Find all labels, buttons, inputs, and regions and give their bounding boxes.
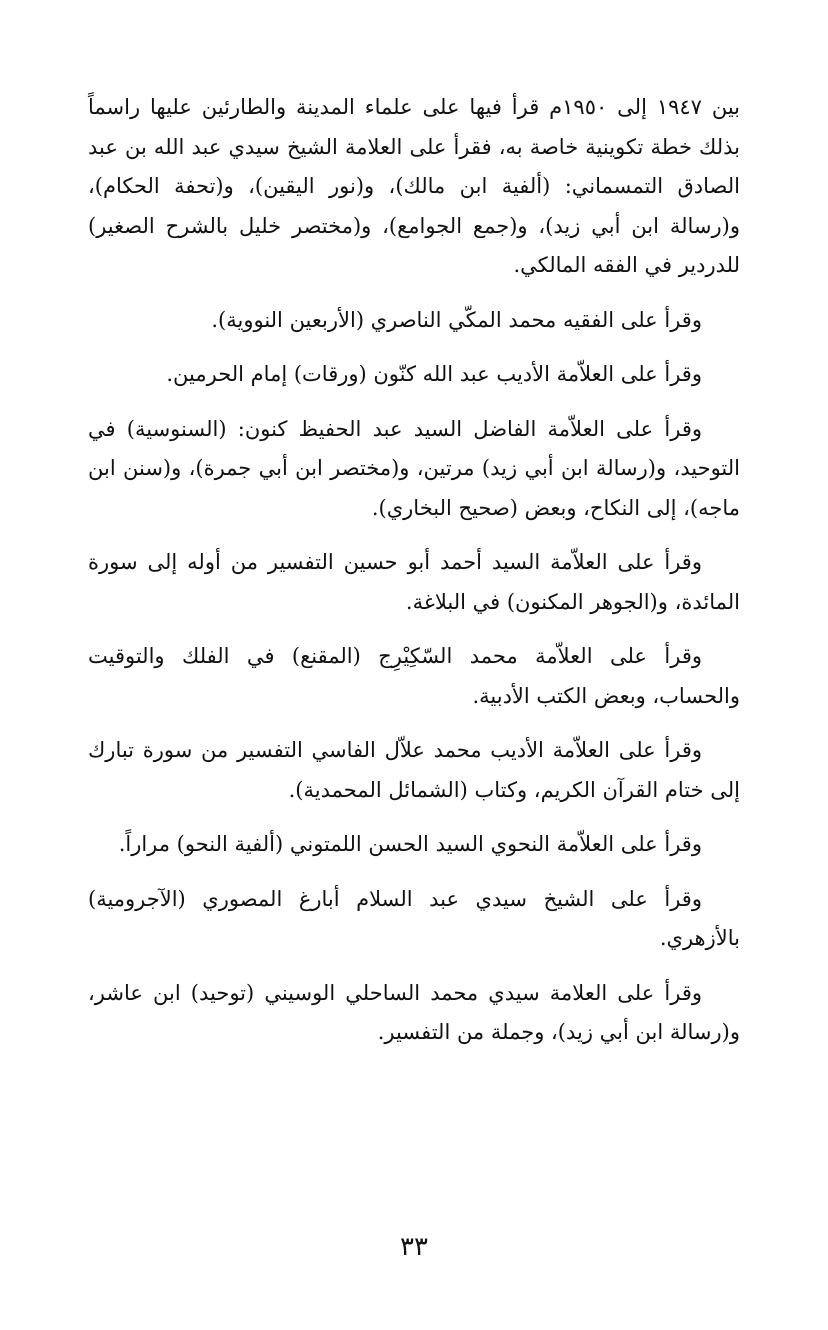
paragraph-sahili: وقرأ على العلامة سيدي محمد الساحلي الوسيني (توحيد) ابن عاشر، و(رسالة ابن أبي زيد)، وجملة من التفسير. (88, 980, 740, 1044)
paragraph-makki-nasiri: وقرأ على الفقيه محمد المكّي الناصري (الأربعين النووية). (211, 307, 702, 332)
paragraph-skirej: وقرأ على العلاّمة محمد السّكِيْرِج (المقنع) في الفلك والتوقيت والحساب، وبعض الكتب الأدبية. (88, 644, 740, 708)
page-number: ٣٣ (400, 1232, 428, 1262)
paragraph-abu-hussein: وقرأ على العلاّمة السيد أحمد أبو حسين التفسير من أوله إلى سورة المائدة، و(الجوهر المكنون) في البلاغة. (88, 550, 740, 614)
paragraph-lamtouni: وقرأ على العلاّمة النحوي السيد الحسن اللمتوني (ألفية النحو) مراراً. (118, 832, 702, 856)
paragraph-allal-fassi: وقرأ على العلاّمة الأديب محمد علاّل الفاسي التفسير من سورة تبارك إلى ختام القرآن الكريم، وكتاب (الشمائل المحمدية). (88, 738, 740, 802)
paragraph-kannun: وقرأ على العلاّمة الأديب عبد الله كنّون (ورقات) إمام الحرمين. (166, 362, 702, 386)
paragraph-opening: بين ١٩٤٧ إلى ١٩٥٠م قرأ فيها على علماء المدينة والطارئين عليها راسماً بذلك خطة تكوينية خاصة به، فقرأ على العلامة الشيخ سيدي عبد الله بن عبد الصادق التمسماني: (ألفية ابن مالك)، و(نور اليقين)، و(تحفة الحكام)، و(رسالة ابن أبي زيد)، و(جمع الجوامع)، و(مختصر خليل بالشرح الصغير) للدردير في الفقه المالكي. (88, 95, 741, 277)
page-body (88, 88, 740, 1068)
paragraph-abdelhafid-kannun: وقرأ على العلاّمة الفاضل السيد عبد الحفيظ كنون: (السنوسية) في التوحيد، و(رسالة ابن أبي زيد) مرتين، و(مختصر ابن أبي جمرة)، و(سنن ابن ماجه)، إلى النكاح، وبعض (صحيح البخاري). (88, 416, 740, 520)
paragraph-abarigh: وقرأ على الشيخ سيدي عبد السلام أبارغ المصوري (الآجرومية) بالأزهري. (88, 886, 740, 950)
